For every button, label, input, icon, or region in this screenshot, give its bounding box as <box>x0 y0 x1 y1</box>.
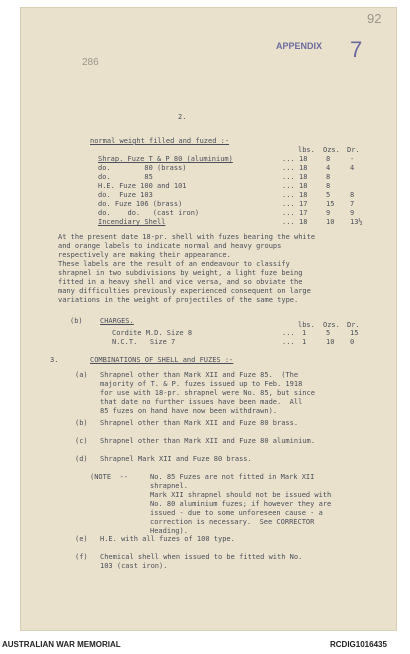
item-label: (d) <box>75 455 88 463</box>
cell-ozs: 5 <box>326 329 331 337</box>
document-page <box>20 7 397 631</box>
leader-dots: ... <box>282 155 295 163</box>
leader-dots: ... <box>282 182 295 190</box>
cell-dr: 8 <box>350 191 355 199</box>
charges-row-label: Cordite M.D. Size 8 <box>112 329 193 337</box>
charges-col-dr: Dr. <box>347 321 360 329</box>
note-line: correction is necessary. See CORRECTOR <box>150 518 315 526</box>
section-3-heading: COMBINATIONS OF SHELL and FUZES :- <box>90 356 234 364</box>
cell-lbs: 17 <box>299 209 308 217</box>
cell-ozs: 9 <box>326 209 331 217</box>
item-label: (c) <box>75 437 88 445</box>
col-header-dr: Dr. <box>347 146 360 154</box>
item-label: (f) <box>75 553 88 561</box>
item-label: (a) <box>75 371 88 379</box>
col-header-ozs: Ozs. <box>323 146 340 154</box>
paragraph-line: respectively are making their appearance. <box>58 251 231 259</box>
leader-dots: ... <box>282 338 295 346</box>
table-row-label: Shrap. Fuze T & P 80 (aluminium) <box>98 155 233 163</box>
charges-col-lbs: lbs. <box>298 321 315 329</box>
paragraph-line: shrapnel in two subdivisions by weight, a light fuze being <box>58 269 303 277</box>
table-row-label: do. 80 (brass) <box>98 164 187 172</box>
note-line: issued - due to some unforeseen cause - a <box>150 509 323 517</box>
footer-reference: RCDIG1016435 <box>330 640 387 649</box>
cell-ozs: 8 <box>326 173 331 181</box>
folio-number: 92 <box>367 11 382 26</box>
appendix-number: 7 <box>350 37 363 62</box>
item-line: that date no further issues have been made. All <box>100 398 303 406</box>
cell-ozs: 15 <box>326 200 335 208</box>
note-line: Heading). <box>150 527 188 535</box>
item-line: H.E. with all fuzes of 100 type. <box>100 535 235 543</box>
item-line: for use with 18-pr. shrapnel were No. 85, but since <box>100 389 315 397</box>
cell-ozs: 8 <box>326 155 331 163</box>
cell-lbs: 18 <box>299 218 308 226</box>
cell-lbs: 1 <box>302 329 307 337</box>
charges-label: (b) <box>70 317 83 325</box>
note-line: No. 80 aluminium fuzes; if however they are <box>150 500 332 508</box>
paragraph-line: These labels are the result of an endeavour to classify <box>58 260 290 268</box>
cell-lbs: 17 <box>299 200 308 208</box>
footer-source: AUSTRALIAN WAR MEMORIAL <box>2 640 121 649</box>
item-line: Shrapnel Mark XII and Fuze 80 brass. <box>100 455 252 463</box>
cell-lbs: 18 <box>299 191 308 199</box>
note-label: (NOTE -- <box>90 473 128 481</box>
item-line: Shrapnel other than Mark XII and Fuze 80 aluminium. <box>100 437 315 445</box>
item-line: Shrapnel other than Mark XII and Fuze 80 brass. <box>100 419 299 427</box>
item-label: (e) <box>75 535 88 543</box>
col-header-lbs: lbs. <box>298 146 315 154</box>
cell-lbs: 1 <box>302 338 307 346</box>
cell-lbs: 18 <box>299 164 308 172</box>
item-line: 85 fuzes on hand have now been withdrawn). <box>100 407 278 415</box>
charges-row-label: N.C.T. Size 7 <box>112 338 176 346</box>
page-number: 2. <box>178 113 187 121</box>
cell-lbs: 18 <box>299 155 308 163</box>
leader-dots: ... <box>282 209 295 217</box>
table-row-label: do. Fuze 106 (brass) <box>98 200 183 208</box>
note-line: Mark XII shrapnel should not be issued with <box>150 491 332 499</box>
cell-dr: 7 <box>350 200 355 208</box>
leader-dots: ... <box>282 173 295 181</box>
paragraph-line: variations in the weight of projectiles of the same type. <box>58 296 299 304</box>
note-line: shrapnel. <box>150 482 188 490</box>
charges-heading: CHARGES. <box>100 317 134 325</box>
paragraph-line: fitted in a heavy shell and vice versa, and so obviate the <box>58 278 303 286</box>
item-line: Shrapnel other than Mark XII and Fuze 85. (The <box>100 371 299 379</box>
item-label: (b) <box>75 419 88 427</box>
item-line: 103 (cast iron). <box>100 562 168 570</box>
item-line: majority of T. & P. fuzes issued up to Feb. 1918 <box>100 380 303 388</box>
leader-dots: ... <box>282 164 295 172</box>
leader-dots: ... <box>282 329 295 337</box>
leader-dots: ... <box>282 200 295 208</box>
paragraph-line: many difficulties previously experienced consequent on large <box>58 287 311 295</box>
cell-ozs: 8 <box>326 182 331 190</box>
cell-lbs: 18 <box>299 182 308 190</box>
cell-dr: 0 <box>350 338 355 346</box>
appendix-stamp: APPENDIX <box>276 41 323 51</box>
cell-dr: - <box>350 155 355 163</box>
paragraph-line: At the present date 18-pr. shell with fuzes bearing the white <box>58 233 316 241</box>
pencil-note: 286 <box>82 57 99 68</box>
cell-dr: 13½ <box>350 218 363 226</box>
table-row-label: H.E. Fuze 100 and 101 <box>98 182 187 190</box>
section-heading-normal-weight: normal weight filled and fuzed :- <box>90 137 230 145</box>
item-line: Chemical shell when issued to be fitted with No. <box>100 553 303 561</box>
cell-ozs: 10 <box>326 338 335 346</box>
charges-col-ozs: Ozs. <box>323 321 340 329</box>
table-row-label: do. 85 <box>98 173 153 181</box>
cell-ozs: 10 <box>326 218 335 226</box>
leader-dots: ... <box>282 191 295 199</box>
cell-ozs: 5 <box>326 191 331 199</box>
table-row-label: Incendiary Shell <box>98 218 166 226</box>
section-3-number: 3. <box>50 356 59 364</box>
cell-dr: 4 <box>350 164 355 172</box>
cell-dr: 15 <box>350 329 359 337</box>
table-row-label: do. do. (cast iron) <box>98 209 200 217</box>
table-row-label: do. Fuze 103 <box>98 191 153 199</box>
paragraph-line: and orange labels to indicate normal and heavy groups <box>58 242 282 250</box>
note-line: No. 85 Fuzes are not fitted in Mark XII <box>150 473 315 481</box>
leader-dots: ... <box>282 218 295 226</box>
cell-lbs: 18 <box>299 173 308 181</box>
cell-dr: 9 <box>350 209 355 217</box>
cell-ozs: 4 <box>326 164 331 172</box>
